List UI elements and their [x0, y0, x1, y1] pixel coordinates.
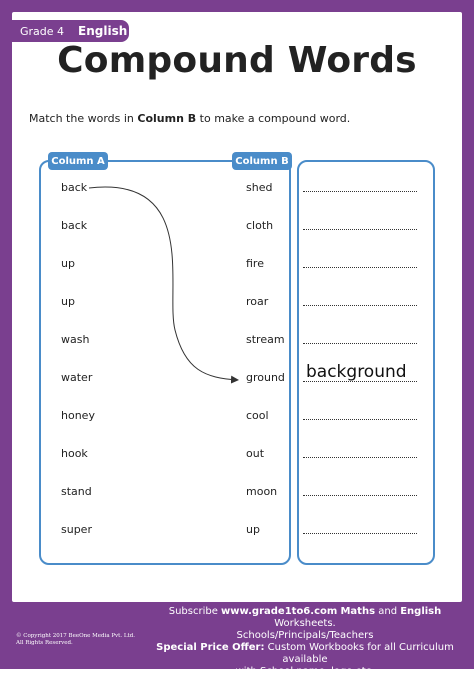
subscribe-line — [140, 606, 470, 630]
column-b-word: ground — [246, 371, 285, 384]
instruction-after: to make a compound word. — [196, 112, 351, 125]
column-a-word: water — [61, 371, 93, 384]
footer-promo — [140, 606, 470, 690]
column-a-word: back — [61, 219, 88, 232]
column-b-word: shed — [246, 181, 273, 194]
copyright-line-1: © Copyright 2017 BeeOne Media Pvt. Ltd. — [16, 633, 135, 639]
column-b-label: Column B — [232, 152, 292, 170]
instruction-before: Match the words in — [29, 112, 138, 125]
grade-label: Grade 4 — [20, 24, 65, 38]
column-a-word: super — [61, 523, 92, 536]
subscribe-prefix: Subscribe — [168, 606, 222, 617]
email-line[interactable]: Email us: info@grade1to6.com — [227, 678, 383, 689]
copyright-line-2: All Rights Reserved. — [16, 640, 73, 646]
audience-line: Schools/Principals/Teachers — [236, 630, 374, 641]
column-b-word: up — [246, 523, 260, 536]
column-b-word: out — [246, 447, 265, 460]
english-label: English — [400, 606, 442, 617]
offer-line — [140, 642, 470, 666]
column-a-word: up — [61, 295, 75, 308]
instruction-bold: Column B — [137, 112, 197, 125]
column-b-word: cool — [246, 409, 269, 422]
offer-label: Special Price Offer: — [156, 642, 265, 653]
worksheets-label: Worksheets. — [274, 618, 336, 629]
column-b-word: roar — [246, 295, 269, 308]
column-b-word: fire — [246, 257, 264, 270]
column-a-label: Column A — [48, 152, 108, 170]
column-b-word: stream — [246, 333, 285, 346]
offer-text: Custom Workbooks for all Curriculum available — [264, 642, 454, 665]
column-a-word: wash — [61, 333, 90, 346]
maths-label: Maths — [340, 606, 376, 617]
column-a-word: honey — [61, 409, 95, 422]
answer-example: background — [306, 362, 407, 382]
column-a-word: stand — [61, 485, 92, 498]
column-b-word: moon — [246, 485, 278, 498]
offer-text-2: with School name, logo etc. — [235, 666, 375, 677]
column-a-word: hook — [61, 447, 88, 460]
page-title: Compound Words — [57, 40, 417, 81]
copyright-notice — [16, 633, 135, 647]
column-a-word: up — [61, 257, 75, 270]
and-label: and — [375, 606, 401, 617]
subject-label: English — [78, 24, 128, 38]
column-b-word: cloth — [246, 219, 274, 232]
site-link[interactable]: www.grade1to6.com — [221, 606, 338, 617]
column-a-word: back — [61, 181, 88, 194]
